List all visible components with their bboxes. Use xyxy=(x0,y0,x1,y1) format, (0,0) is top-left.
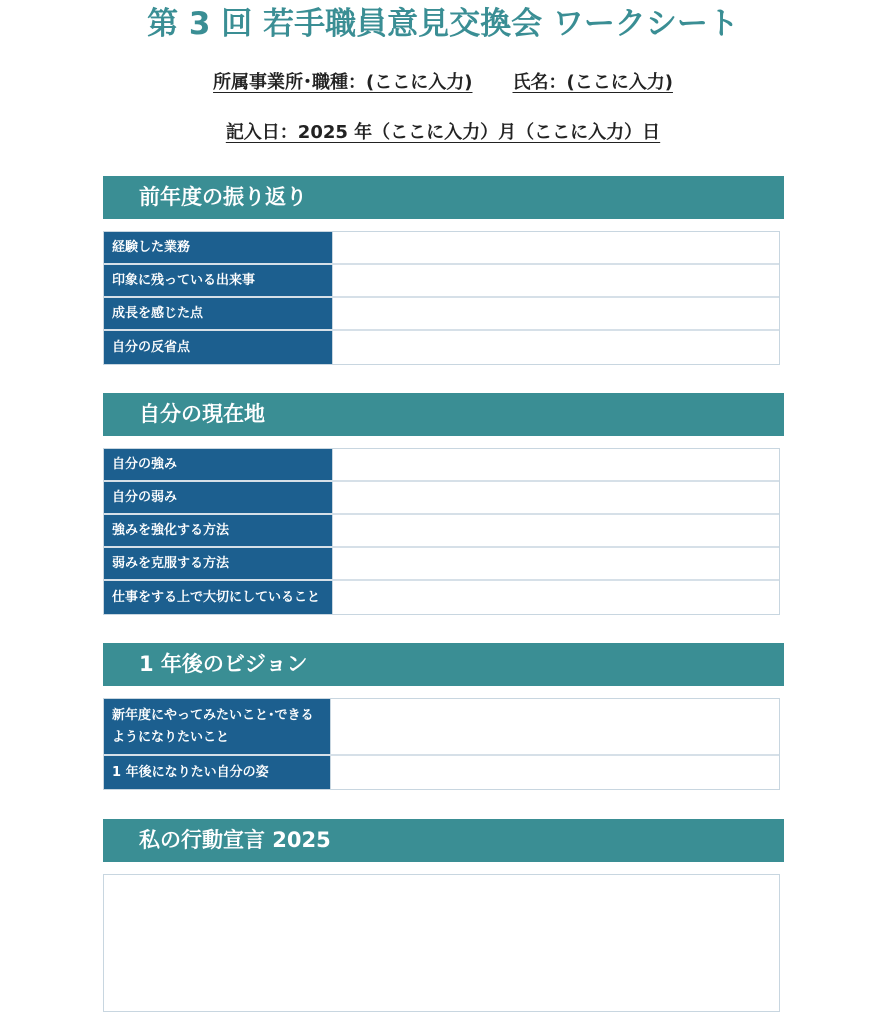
table-row xyxy=(104,581,779,614)
row-input[interactable] xyxy=(332,449,779,480)
section-header-review: 前年度の振り返り xyxy=(103,176,784,219)
row-input[interactable] xyxy=(332,581,779,614)
declaration-input[interactable] xyxy=(103,874,780,1012)
affiliation-field[interactable]: 所属事業所･職種：(ここに入力) xyxy=(213,72,473,93)
table-row xyxy=(104,449,779,482)
row-label: 経験した業務 xyxy=(104,232,332,263)
entry-date-line xyxy=(0,118,886,144)
row-input[interactable] xyxy=(332,331,779,364)
table-row xyxy=(104,232,779,265)
row-input[interactable] xyxy=(330,756,779,789)
row-label: 印象に残っている出来事 xyxy=(104,265,332,296)
entry-date-field[interactable]: 記入日：2025 年（ここに入力）月（ここに入力）日 xyxy=(225,122,661,143)
table-row xyxy=(104,265,779,298)
section-header-declaration: 私の行動宣言 2025 xyxy=(103,819,784,862)
row-input[interactable] xyxy=(332,482,779,513)
row-input[interactable] xyxy=(332,298,779,329)
current-table xyxy=(103,448,780,615)
row-label: 自分の反省点 xyxy=(104,331,332,364)
row-input[interactable] xyxy=(332,515,779,546)
vision-table xyxy=(103,698,780,790)
table-row xyxy=(104,515,779,548)
table-row xyxy=(104,331,779,364)
row-label: 成長を感じた点 xyxy=(104,298,332,329)
row-label: 強みを強化する方法 xyxy=(104,515,332,546)
row-input[interactable] xyxy=(332,548,779,579)
row-label: 新年度にやってみたいこと･できるようになりたいこと xyxy=(104,699,330,754)
table-row xyxy=(104,548,779,581)
table-row xyxy=(104,482,779,515)
row-label: 弱みを克服する方法 xyxy=(104,548,332,579)
row-label: 仕事をする上で大切にしていること xyxy=(104,581,332,614)
meta-info-line xyxy=(0,68,886,94)
section-header-current: 自分の現在地 xyxy=(103,393,784,436)
table-row xyxy=(104,756,779,789)
row-input[interactable] xyxy=(332,232,779,263)
row-input[interactable] xyxy=(330,699,779,754)
name-field[interactable]: 氏名：(ここに入力) xyxy=(512,72,673,93)
table-row xyxy=(104,298,779,331)
section-header-vision: 1 年後のビジョン xyxy=(103,643,784,686)
row-label: 自分の弱み xyxy=(104,482,332,513)
row-label: 自分の強み xyxy=(104,449,332,480)
row-input[interactable] xyxy=(332,265,779,296)
page-title: 第 3 回 若手職員意見交換会 ワークシート xyxy=(147,6,739,42)
row-label: 1 年後になりたい自分の姿 xyxy=(104,756,330,789)
review-table xyxy=(103,231,780,365)
table-row xyxy=(104,699,779,756)
